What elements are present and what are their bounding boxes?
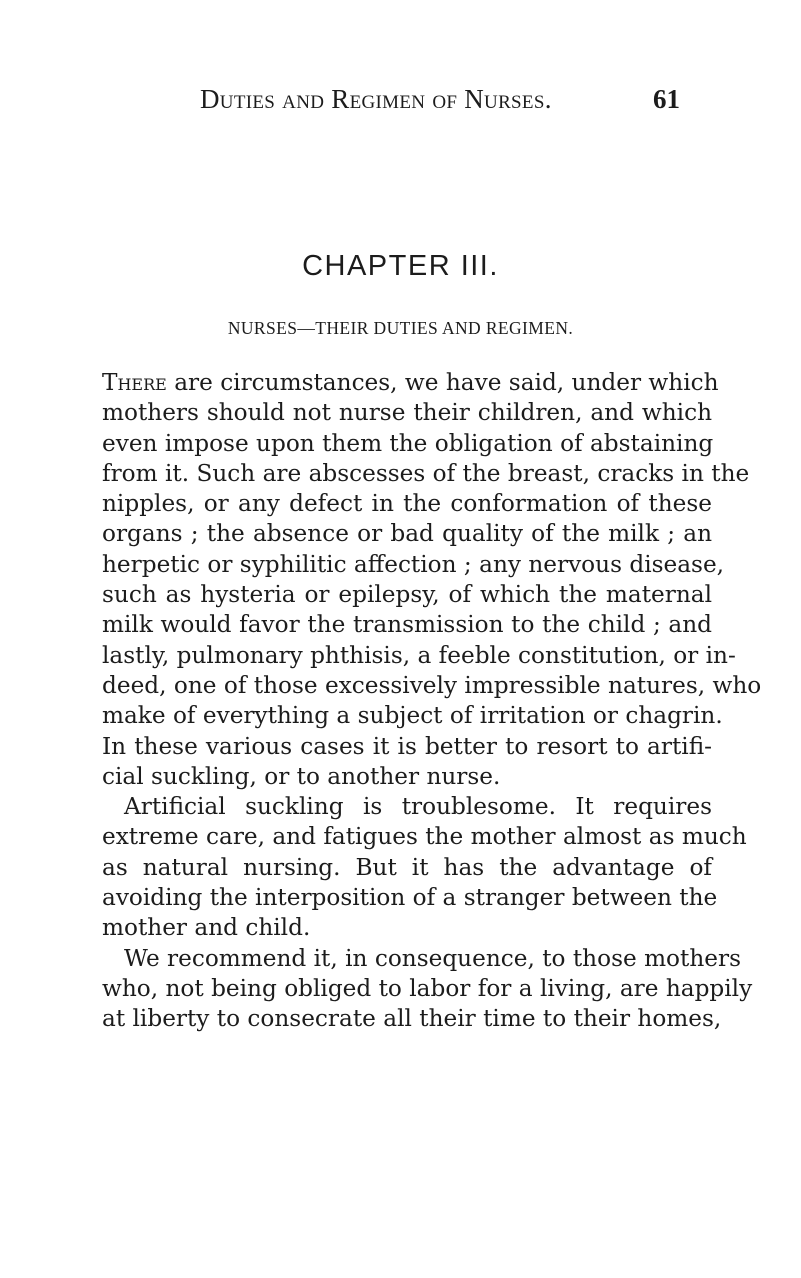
page-number: 61 bbox=[653, 84, 680, 114]
text-line: deed, one of those excessively impressible natures, who bbox=[102, 671, 762, 699]
text-line: such as hysteria or epilepsy, of which the maternal bbox=[102, 581, 712, 609]
paragraph-2 bbox=[102, 792, 747, 943]
text-line: cial suckling, or to another nurse. bbox=[102, 762, 501, 790]
text-line: We recommend it, in consequence, to those mothers bbox=[124, 944, 741, 972]
text-line: extreme care, and fatigues the mother almost as much bbox=[102, 823, 747, 851]
text-line: make of everything a subject of irritation or chagrin. bbox=[102, 702, 723, 730]
running-head bbox=[200, 84, 680, 124]
text-line: from it. Such are abscesses of the breast, cracks in the bbox=[102, 459, 750, 487]
chapter-heading: CHAPTER III. bbox=[302, 250, 499, 282]
text-line: lastly, pulmonary phthisis, a feeble constitution, or in- bbox=[102, 641, 736, 669]
text-line: milk would favor the transmission to the child ; and bbox=[102, 611, 712, 639]
text-line: nipples, or any defect in the conformation of these bbox=[102, 490, 712, 518]
text-line: There are circumstances, we have said, under which bbox=[102, 369, 719, 396]
text-line: at liberty to consecrate all their time to their homes, bbox=[102, 1005, 722, 1033]
chapter-subheading: NURSES—THEIR DUTIES AND REGIMEN. bbox=[227, 318, 574, 338]
text-line: as natural nursing. But it has the advantage of bbox=[102, 853, 712, 881]
text-line: In these various cases it is better to resort to artifi- bbox=[102, 732, 712, 760]
text-line: organs ; the absence or bad quality of the milk ; an bbox=[102, 520, 712, 548]
paragraph-3 bbox=[102, 944, 753, 1035]
text-line: who, not being obliged to labor for a living, are happily bbox=[102, 974, 753, 1002]
text-line: mothers should not nurse their children, and which bbox=[102, 399, 712, 427]
running-head-title: Duties and Regimen of Nurses. bbox=[200, 84, 552, 114]
text-line: Artificial suckling is troublesome. It requires bbox=[124, 793, 712, 821]
lead-word: There bbox=[102, 369, 167, 396]
text-line: avoiding the interposition of a stranger between the bbox=[102, 884, 718, 912]
text-line: herpetic or syphilitic affection ; any nervous disease, bbox=[102, 550, 725, 578]
text-line: mother and child. bbox=[102, 914, 311, 942]
body-text bbox=[102, 368, 762, 1035]
text-line: even impose upon them the obligation of abstaining bbox=[102, 429, 714, 457]
paragraph-1 bbox=[102, 368, 762, 792]
